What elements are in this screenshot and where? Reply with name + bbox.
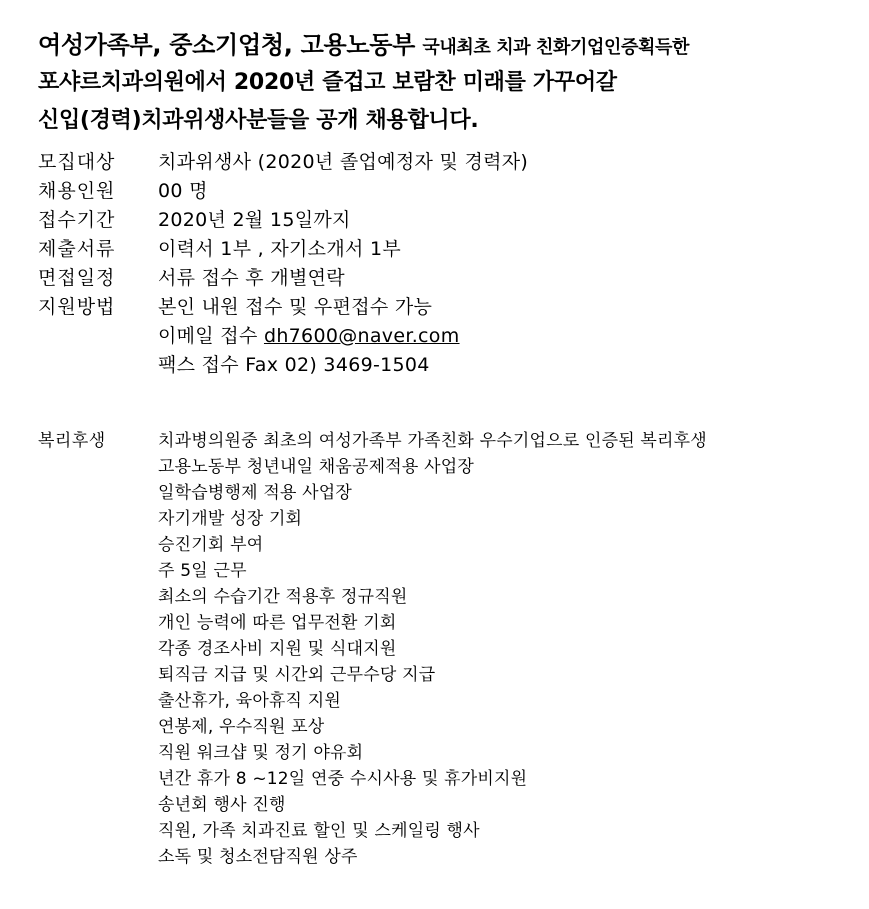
benefit-item: 직원, 가족 치과진료 할인 및 스케일링 행사 [158,821,480,841]
info-label-spacer [38,351,158,380]
benefit-item: 최소의 수습기간 적용후 정규직원 [158,587,408,607]
info-label: 제출서류 [38,238,116,260]
info-label: 면접일정 [38,267,116,289]
info-row-email [38,322,858,351]
benefit-item: 송년회 행사 진행 [158,795,286,815]
header-line-2: 포샤르치과의원에서 2020년 즐겁고 보람찬 미래를 가꾸어갈 [38,70,617,95]
benefit-item: 퇴직금 지급 및 시간외 근무수당 지급 [158,665,436,685]
recruitment-header [38,26,858,140]
info-value: 본인 내원 접수 및 우편접수 가능 [158,296,433,318]
header-line-1 [38,26,858,64]
benefits-list [158,428,707,870]
info-value: 2020년 2월 15일까지 [158,209,351,231]
header-line-3: 신입(경력)치과위생사분들을 공개 채용합니다. [38,108,479,133]
info-value: 치과위생사 (2020년 졸업예정자 및 경력자) [158,151,529,173]
info-row-method [38,293,858,322]
benefit-item: 치과병의원중 최초의 여성가족부 가족친화 우수기업으로 인증된 복리후생 [158,431,707,451]
recruitment-info [38,148,858,380]
benefits-label: 복리후생 [38,431,106,451]
benefit-item: 직원 워크샵 및 정기 야유회 [158,743,364,763]
benefit-item: 연봉제, 우수직원 포상 [158,717,325,737]
info-value [158,322,858,351]
info-label: 접수기간 [38,209,116,231]
benefit-item: 승진기회 부여 [158,535,264,555]
info-row-deadline [38,206,858,235]
info-label: 모집대상 [38,151,116,173]
benefit-item: 각종 경조사비 지원 및 식대지원 [158,639,397,659]
info-row-documents [38,235,858,264]
email-prefix: 이메일 접수 [158,325,258,347]
benefit-item: 일학습병행제 적용 사업장 [158,483,353,503]
benefits-section [38,428,866,870]
info-label-spacer [38,322,158,351]
benefit-item: 고용노동부 청년내일 채움공제적용 사업장 [158,457,475,477]
certification-note: 국내최초 치과 친화기업인증획득한 [422,37,689,58]
benefit-item: 소독 및 청소전담직원 상주 [158,847,358,867]
certifying-agencies: 여성가족부, 중소기업청, 고용노동부 [38,31,416,59]
info-row-headcount [38,177,858,206]
benefit-item: 출산휴가, 육아휴직 지원 [158,691,342,711]
benefit-item: 자기개발 성장 기회 [158,509,303,529]
info-row-interview [38,264,858,293]
info-value: 서류 접수 후 개별연락 [158,267,345,289]
info-label: 지원방법 [38,296,116,318]
benefit-item: 개인 능력에 따른 업무전환 기회 [158,613,397,633]
email-link[interactable]: dh7600@naver.com [263,325,460,347]
info-value: 이력서 1부 , 자기소개서 1부 [158,238,402,260]
benefit-item: 년간 휴가 8 ~12일 연중 수시사용 및 휴가비지원 [158,769,528,789]
info-value: 00 명 [158,180,208,202]
benefit-item: 주 5일 근무 [158,561,247,581]
fax-info: 팩스 접수 Fax 02) 3469-1504 [158,354,430,376]
info-row-target [38,148,858,177]
info-label: 채용인원 [38,180,116,202]
info-row-fax [38,351,858,380]
